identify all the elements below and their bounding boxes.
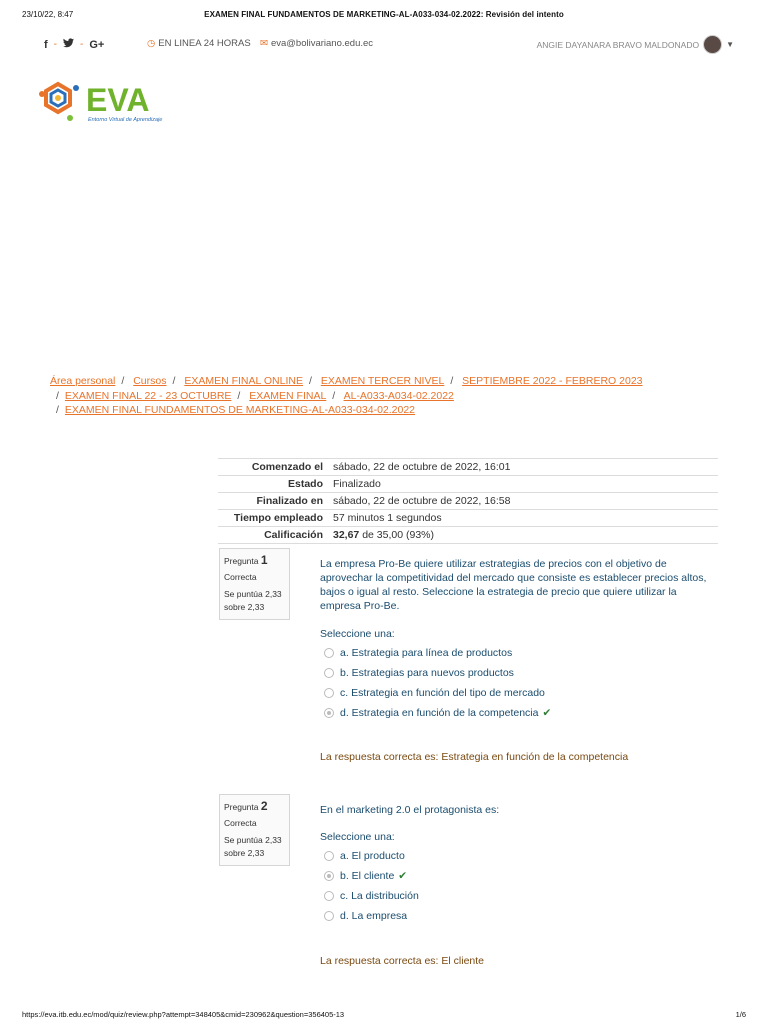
radio-button[interactable]	[324, 851, 334, 861]
answer-block-1	[320, 628, 720, 720]
envelope-icon: ✉	[260, 38, 268, 49]
answer-option[interactable]	[320, 646, 720, 660]
question-text-1	[320, 552, 720, 613]
question-number-value: 2	[260, 799, 268, 813]
radio-button[interactable]	[324, 911, 334, 921]
option-label: b. El cliente	[340, 870, 395, 882]
breadcrumb-link[interactable]: EXAMEN FINAL ONLINE	[184, 375, 303, 387]
grade-value	[328, 527, 718, 544]
attempt-summary-table	[218, 458, 718, 544]
question-number	[224, 553, 285, 567]
grade-line: Se puntúa 2,33	[224, 835, 282, 845]
answer-option[interactable]	[320, 909, 720, 923]
option-label: a. Estrategia para línea de productos	[340, 647, 513, 659]
answer-option[interactable]	[320, 686, 720, 700]
radio-button[interactable]	[324, 668, 334, 678]
avatar	[703, 35, 722, 54]
breadcrumb-link[interactable]: SEPTIEMBRE 2022 - FEBRERO 2023	[462, 375, 643, 387]
question-number	[224, 799, 285, 813]
caret-down-icon: ▼	[726, 40, 734, 49]
print-timestamp: 23/10/22, 8:47	[22, 10, 74, 19]
correct-answer-feedback: La respuesta correcta es: El cliente	[320, 955, 485, 967]
time-label: Tiempo empleado	[218, 510, 328, 527]
question-label: Pregunta	[224, 802, 259, 812]
question-status: Correcta	[224, 572, 257, 582]
logo-tagline: Entorno Virtual de Aprendizaje	[88, 117, 163, 123]
question-label: Pregunta	[224, 556, 259, 566]
breadcrumb: Área personal / Cursos / EXAMEN FINAL ONLINE / EXAMEN TERCER NIVEL / SEPTIEMBRE 2022 - FEBRERO 2023 / EXAMEN FINAL 22 - 23 OCTUBRE / EXAMEN FINAL / AL-A033-A034-02.2022 / EXAMEN FINAL FUNDAMENTOS DE MARKETING-AL-A033-034-02.2022	[50, 375, 643, 416]
question-info-1	[219, 548, 290, 620]
question-prompt: En el marketing 2.0 el protagonista es:	[320, 804, 500, 816]
table-row	[218, 476, 718, 493]
table-row	[218, 510, 718, 527]
breadcrumb-link[interactable]: Área personal	[50, 375, 116, 387]
top-bar	[44, 38, 734, 54]
state-label: Estado	[218, 476, 328, 493]
radio-button[interactable]	[324, 891, 334, 901]
option-label: d. Estrategia en función de la competencia	[340, 707, 539, 719]
breadcrumb-link[interactable]: EXAMEN FINAL FUNDAMENTOS DE MARKETING-AL-A033-034-02.2022	[64, 404, 416, 416]
contact-email[interactable]	[260, 38, 373, 49]
option-label: b. Estrategias para nuevos productos	[340, 667, 514, 679]
started-value: sábado, 22 de octubre de 2022, 16:01	[328, 459, 718, 476]
breadcrumb-link[interactable]: EXAMEN FINAL 22 - 23 OCTUBRE	[64, 389, 232, 402]
eva-logo[interactable]	[36, 78, 176, 126]
grade-label: Calificación	[218, 527, 328, 544]
grade-score: 32,67	[333, 529, 360, 541]
select-one-label: Seleccione una:	[320, 628, 395, 640]
option-label: a. El producto	[340, 850, 405, 862]
logo-text: EVA	[86, 82, 150, 118]
select-one-label: Seleccione una:	[320, 831, 395, 843]
grade-line: sobre 2,33	[224, 602, 265, 612]
hexagon-logo-icon	[39, 84, 79, 121]
correct-answer-feedback: La respuesta correcta es: Estrategia en función de la competencia	[320, 751, 629, 763]
online-hours	[147, 38, 251, 49]
question-info-2	[219, 794, 290, 866]
question-grade	[224, 588, 285, 614]
breadcrumb-link[interactable]: AL-A033-A034-02.2022	[343, 389, 454, 402]
print-title: EXAMEN FINAL FUNDAMENTOS DE MARKETING-AL-A033-034-02.2022: Revisión del intento	[204, 10, 564, 19]
state-value: Finalizado	[328, 476, 718, 493]
table-row	[218, 493, 718, 510]
answer-option[interactable]	[320, 706, 720, 720]
answer-option[interactable]	[320, 849, 720, 863]
answer-option[interactable]	[320, 889, 720, 903]
option-label: d. La empresa	[340, 910, 408, 922]
option-label: c. La distribución	[340, 890, 419, 902]
clock-icon: ◷	[147, 38, 156, 49]
page-number: 1/6	[735, 1010, 746, 1019]
print-url: https://eva.itb.edu.ec/mod/quiz/review.php?attempt=348405&cmid=230962&question=356405-13	[22, 1010, 345, 1019]
radio-button[interactable]	[324, 648, 334, 658]
finished-label: Finalizado en	[218, 493, 328, 510]
breadcrumb-link[interactable]: EXAMEN FINAL	[249, 389, 327, 402]
grade-line: sobre 2,33	[224, 848, 265, 858]
separator: -	[53, 39, 58, 50]
table-row	[218, 527, 718, 544]
answer-block-2	[320, 831, 720, 923]
social-links	[44, 38, 104, 51]
option-label: c. Estrategia en función del tipo de mercado	[340, 687, 545, 699]
separator: -	[80, 39, 84, 50]
breadcrumb-link[interactable]: Cursos	[133, 375, 167, 387]
question-number-value: 1	[260, 553, 268, 567]
time-value: 57 minutos 1 segundos	[328, 510, 718, 527]
radio-button-selected[interactable]	[324, 871, 334, 881]
finished-value: sábado, 22 de octubre de 2022, 16:58	[328, 493, 718, 510]
google-plus-icon[interactable]: G+	[89, 38, 105, 51]
question-prompt: La empresa Pro-Be quiere utilizar estrategias de precios con el objetivo de aprovechar la competitividad del mercado que consiste es establecer precios altos, bajos o igual al resto. Seleccione la estrategia de precio que quiere utilizar la empresa Pro-Be.	[320, 558, 707, 612]
breadcrumb-link[interactable]: EXAMEN TERCER NIVEL	[320, 375, 445, 387]
radio-button-selected[interactable]	[324, 708, 334, 718]
question-grade	[224, 834, 285, 860]
radio-button[interactable]	[324, 688, 334, 698]
checkmark-icon: ✔	[542, 707, 552, 719]
answer-option[interactable]	[320, 869, 720, 883]
checkmark-icon: ✔	[398, 870, 408, 882]
email-text: eva@bolivariano.edu.ec	[270, 38, 374, 49]
facebook-icon[interactable]: f	[44, 38, 48, 51]
question-status: Correcta	[224, 818, 257, 828]
online-text: EN LINEA 24 HORAS	[158, 38, 251, 49]
grade-total: de 35,00 (93%)	[362, 529, 435, 541]
started-label: Comenzado el	[218, 459, 328, 476]
user-name: ANGIE DAYANARA BRAVO MALDONADO	[536, 39, 700, 50]
twitter-icon[interactable]	[63, 38, 74, 51]
answer-option[interactable]	[320, 666, 720, 680]
grade-line: Se puntúa 2,33	[224, 589, 282, 599]
table-row	[218, 459, 718, 476]
question-text-2	[320, 798, 720, 817]
user-menu[interactable]	[537, 35, 734, 54]
